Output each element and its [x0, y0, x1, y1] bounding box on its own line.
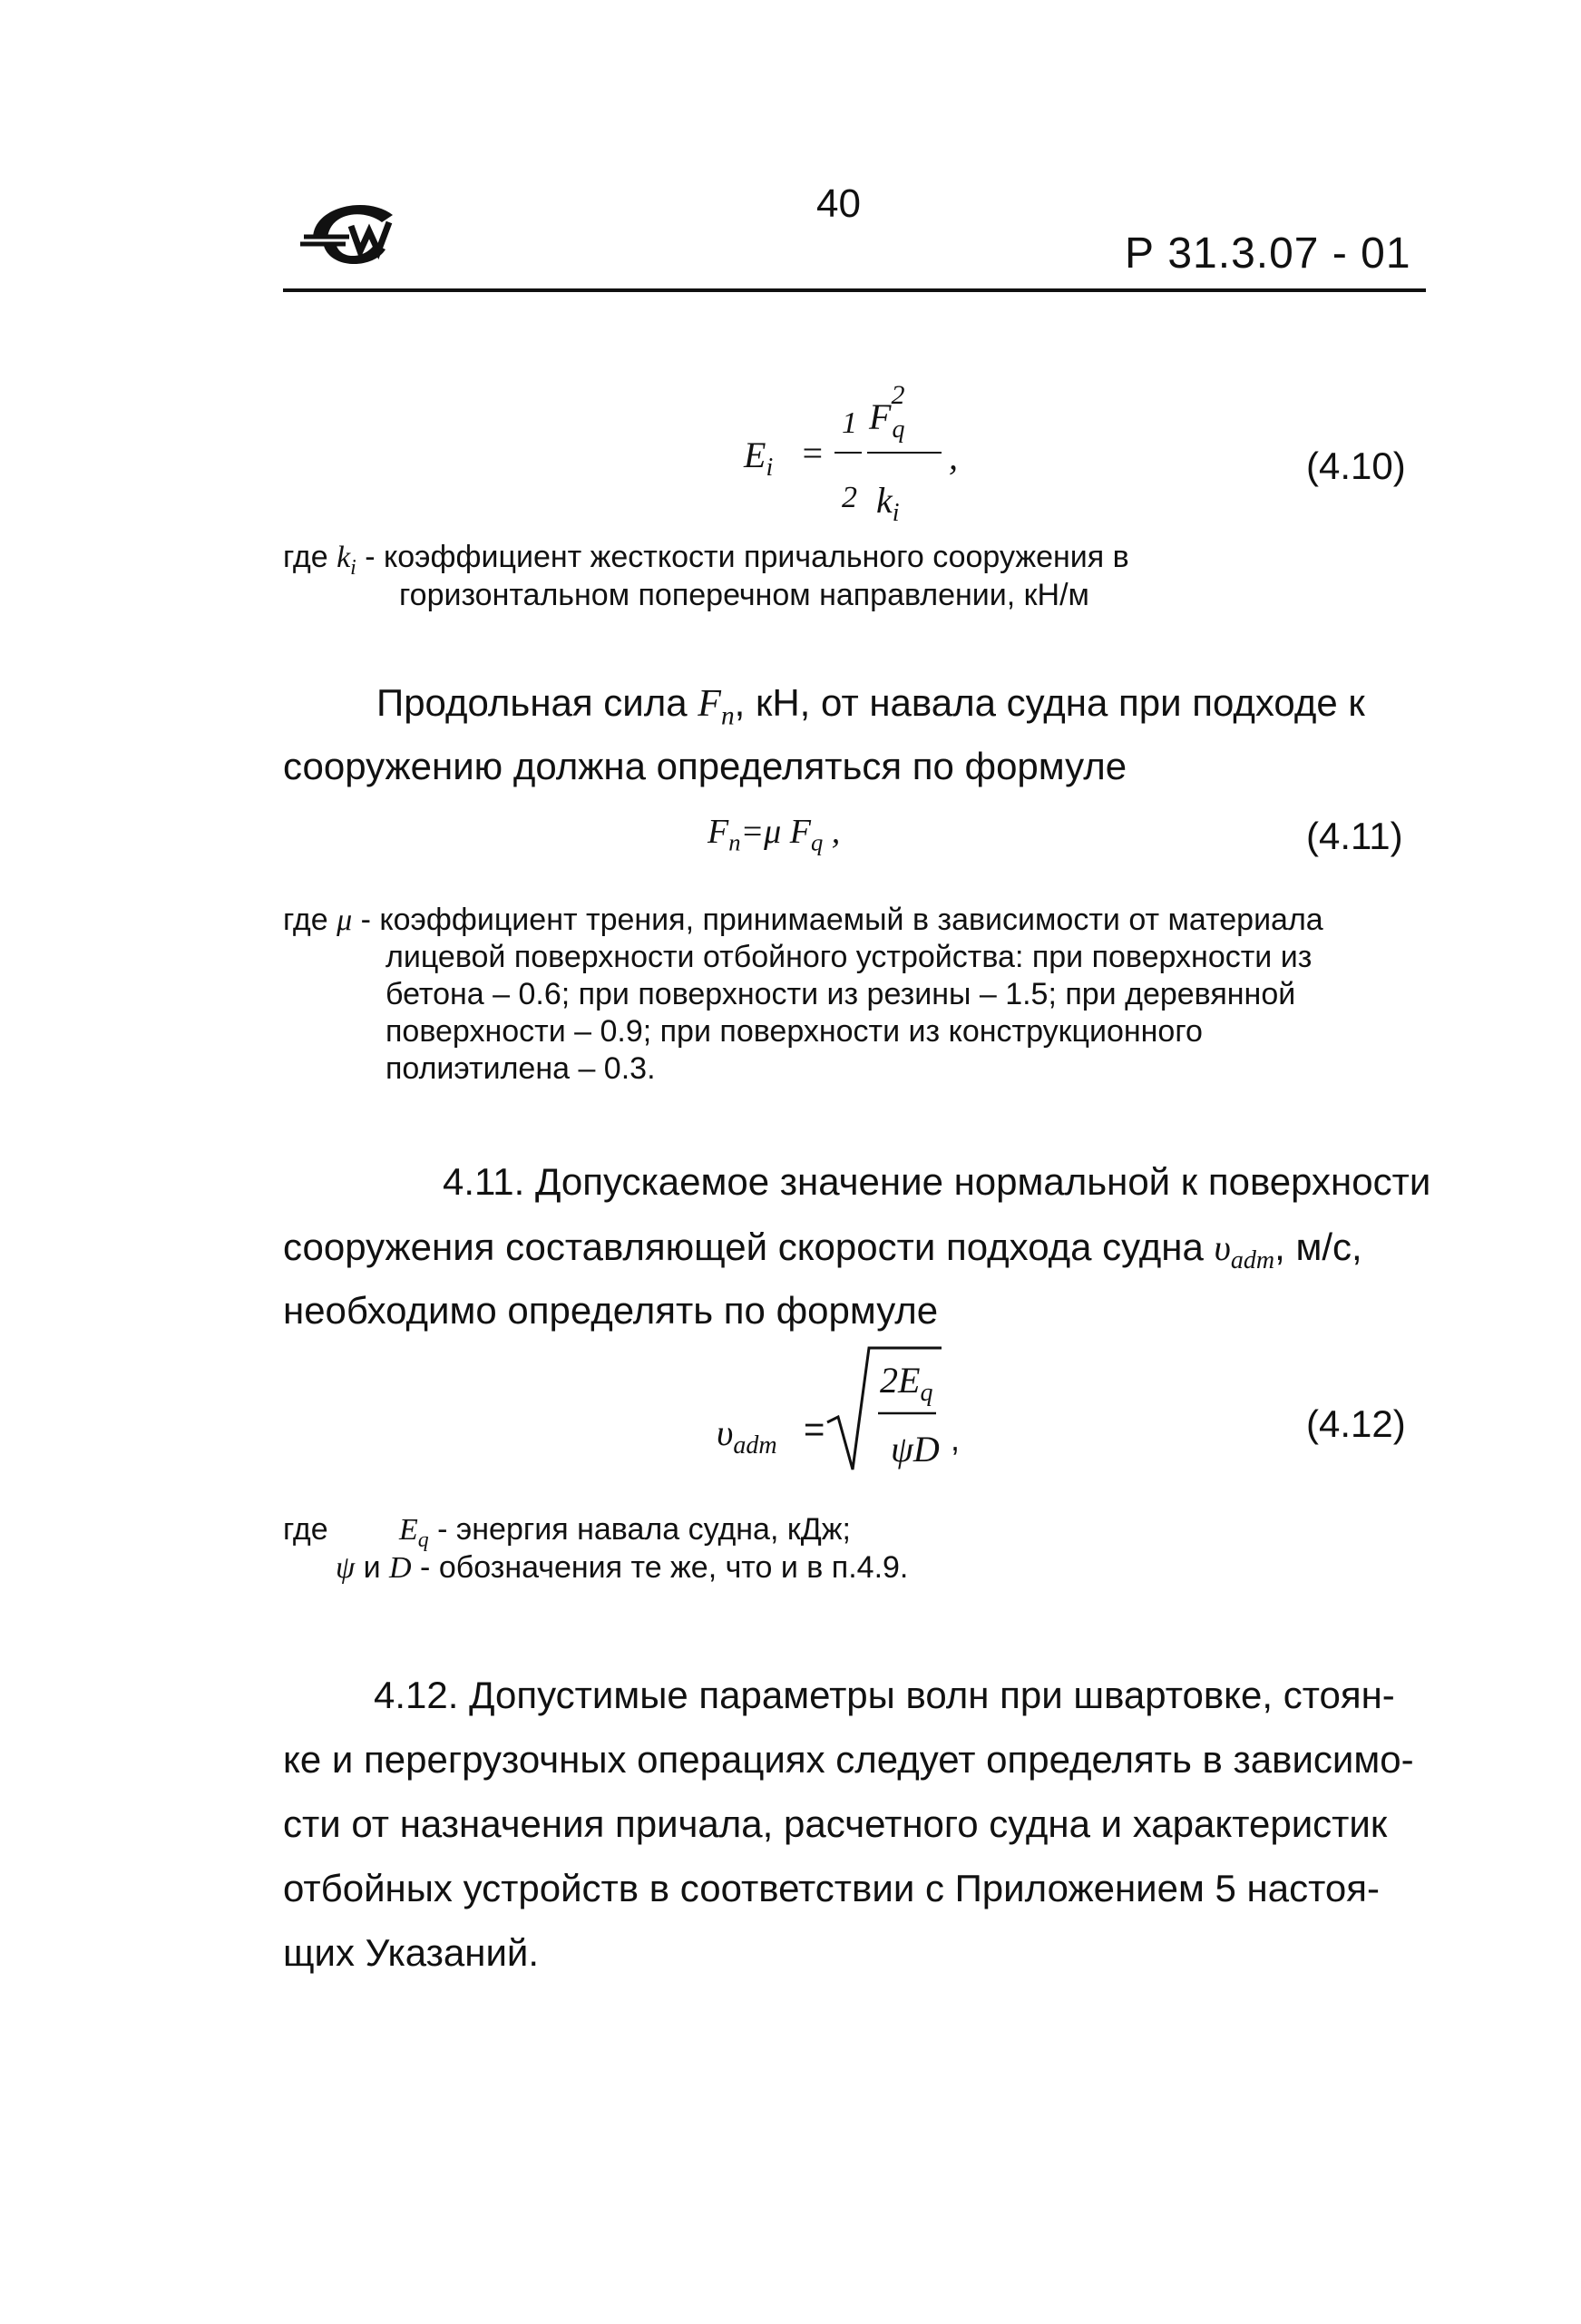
- paragraph-4-11-line2: сооружения составляющей скорости подхода судна $\upsilon_{adm}$, м/с,: [283, 1225, 1362, 1274]
- header-rule: [283, 288, 1426, 292]
- paragraph-4-12-line1: 4.12. Допустимые параметры волн при швартовке, стоян-: [374, 1674, 1395, 1716]
- equation-number-4-10: (4.10): [1306, 444, 1406, 487]
- paragraph-4-12-line4: отбойных устройств в соответствии с Приложением 5 настоя-: [283, 1867, 1380, 1909]
- definition-eq-prefix: где: [283, 1512, 328, 1547]
- equation-4-12: $\upsilon_{adm}$ = $2E_q$ ψD ,: [717, 1343, 989, 1497]
- equation-number-4-12: (4.12): [1306, 1402, 1406, 1445]
- paragraph-4-12-line3: сти от назначения причала, расчетного судна и характеристик: [283, 1802, 1388, 1845]
- definition-mu-line2: лицевой поверхности отбойного устройства: при поверхности из: [385, 940, 1313, 974]
- definition-mu-line3: бетона – 0.6; при поверхности из резины – 1.5; при деревянной: [385, 977, 1296, 1011]
- definition-psi-d: ψ и D - обозначения те же, что и в п.4.9.: [336, 1550, 909, 1585]
- document-code: Р 31.3.07 - 01: [1125, 229, 1411, 278]
- definition-mu: где μ - коэффициент трения, принимаемый в зависимости от материала: [283, 903, 1323, 937]
- definition-mu-line4: поверхности – 0.9; при поверхности из конструкционного: [385, 1014, 1203, 1049]
- paragraph-4-11-line3: необходимо определять по формуле: [283, 1289, 939, 1332]
- paragraph-4-11-line1: 4.11. Допускаемое значение нормальной к поверхности: [443, 1160, 1431, 1203]
- equation-number-4-11: (4.11): [1306, 815, 1403, 857]
- paragraph-fn-line1: Продольная сила $F_n$, кН, от навала судна при подходе к: [376, 681, 1365, 731]
- paragraph-4-12-line5: щих Указаний.: [283, 1931, 540, 1974]
- equation-4-10: $E_i$ = 1 2 $F^2_q$ $k_i$ ,: [744, 380, 958, 527]
- paragraph-4-12-line2: ке и перегрузочных операциях следует определять в зависимо-: [283, 1738, 1414, 1781]
- equation-4-11: $F_n=\mu$ $F_q$ ,: [708, 813, 841, 856]
- definition-eq: $E_q$ - энергия навала судна, кДж;: [399, 1512, 851, 1552]
- definition-k: где $k_i$ - коэффициент жесткости причального сооружения в: [283, 540, 1129, 580]
- definition-k-line2: горизонтальном поперечном направлении, кН/м: [399, 578, 1089, 612]
- paragraph-fn-line2: сооружению должна определяться по формуле: [283, 745, 1127, 787]
- page-number: 40: [816, 181, 861, 226]
- publisher-logo-icon: [295, 186, 404, 277]
- definition-mu-line5: полиэтилена – 0.3.: [385, 1051, 656, 1086]
